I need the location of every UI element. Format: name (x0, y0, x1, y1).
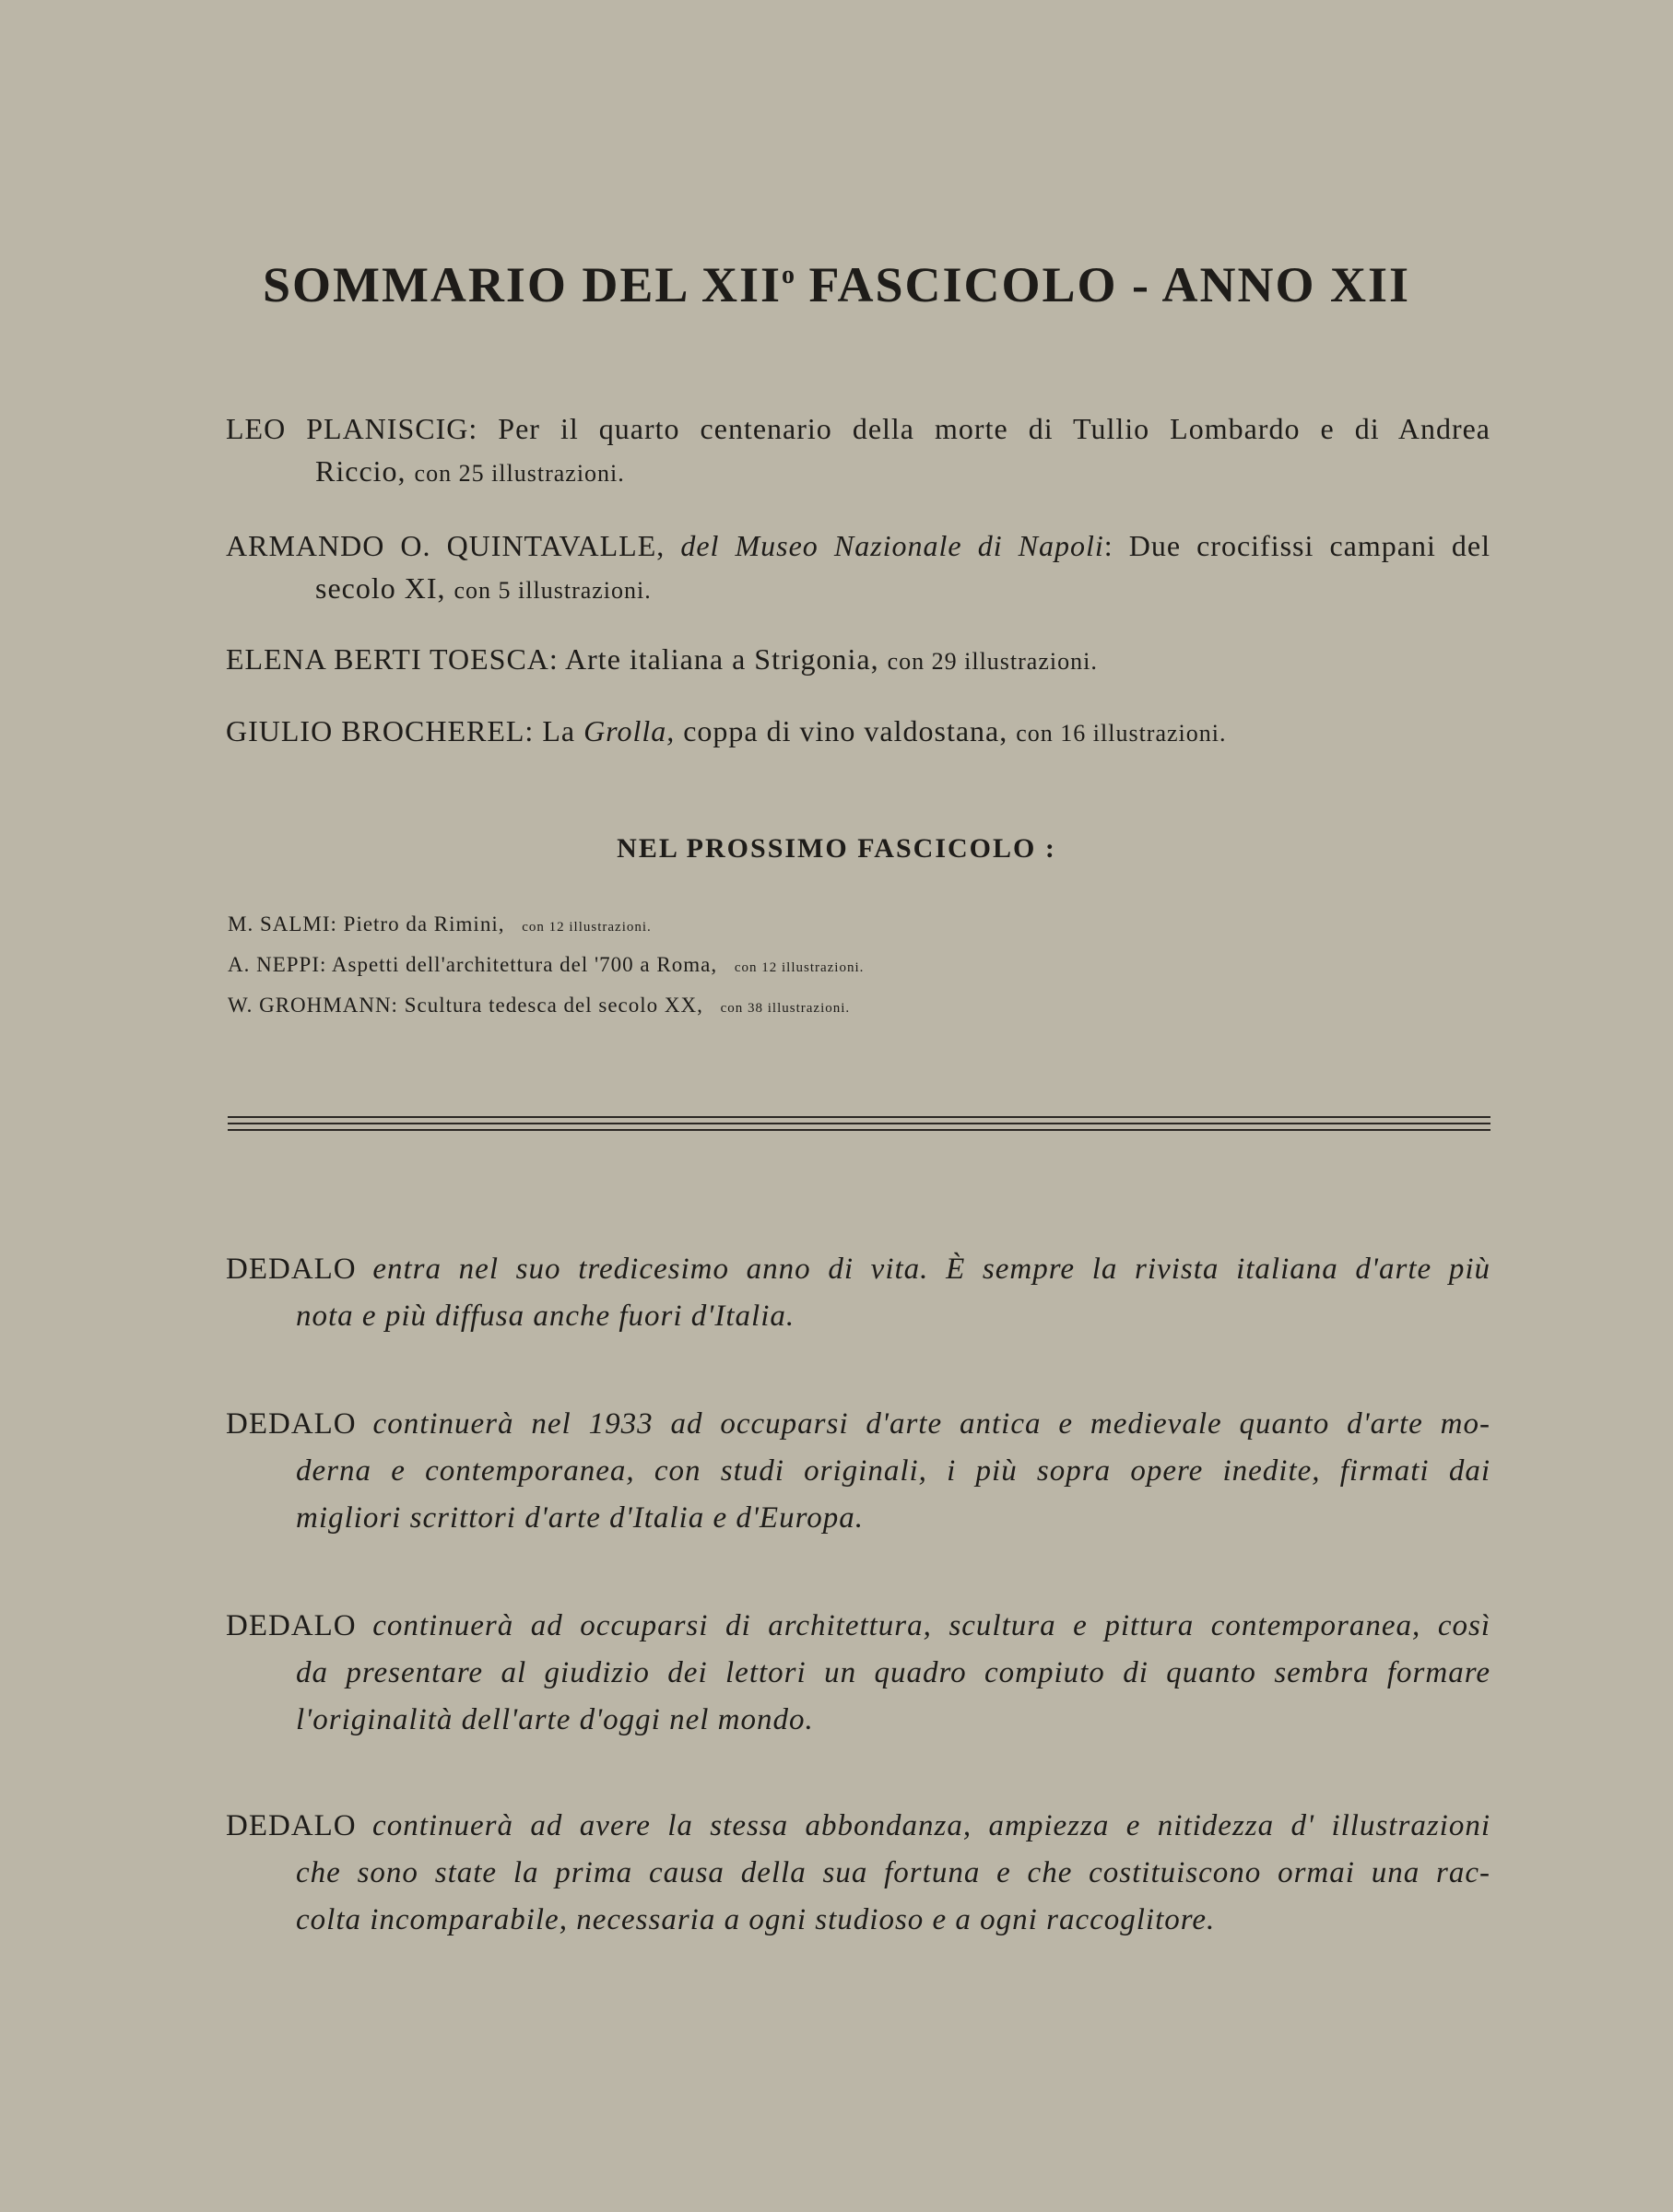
toc-title-cont: Riccio, (315, 454, 406, 488)
paragraph-text: continuerà nel 1933 ad occuparsi d'arte antica e medievale quanto d'arte mo- (372, 1407, 1491, 1441)
toc-entry-line (226, 638, 1490, 683)
toc-title-italic: Grolla, (583, 714, 676, 747)
dedalo-paragraph (226, 1401, 1490, 1542)
toc-illustrations: con 29 illustrazioni. (887, 648, 1098, 675)
paragraph-line (226, 1401, 1490, 1448)
toc-illustrations: con 16 illustrazioni. (1016, 720, 1227, 747)
paragraph-text: derna e contemporanea, con studi originali, i più sopra opere inedite, firmati dai (296, 1454, 1490, 1488)
toc-title-cont: secolo XI, (315, 571, 446, 605)
toc-entry-line (226, 524, 1490, 567)
divider-rule (228, 1129, 1490, 1131)
paragraph-text: entra nel suo tredicesimo anno di vita. È sempre la rivista italiana d'arte più (372, 1253, 1490, 1286)
toc-entry-line (226, 710, 1490, 755)
paragraph-text: continuerà ad occuparsi di architettura, scultura e pittura contemporanea, così (372, 1609, 1491, 1642)
toc-illustrations: con 5 illustrazioni. (454, 577, 652, 604)
toc-entry-planiscig (226, 407, 1490, 495)
paragraph-text: migliori scrittori d'arte d'Italia e d'Europa. (296, 1501, 864, 1535)
paragraph-text: l'originalità dell'arte d'oggi nel mondo. (296, 1703, 814, 1736)
toc-author: LEO PLANISCIG: (226, 412, 478, 445)
toc-entry-line (226, 407, 1490, 450)
next-title: Scultura tedesca del secolo XX, (404, 994, 703, 1017)
toc-author: ELENA BERTI TOESCA: (226, 642, 559, 676)
title-superscript: o (782, 261, 795, 289)
next-issue-item (228, 994, 850, 1018)
next-author: M. SALMI: (228, 912, 337, 935)
paragraph-text: nota e più diffusa anche fuori d'Italia. (296, 1300, 795, 1333)
dedalo-name: DEDALO (226, 1809, 357, 1842)
toc-illustrations: con 25 illustrazioni. (414, 460, 625, 487)
toc-affiliation: del Museo Nazionale di Napoli (680, 529, 1104, 562)
next-illustrations: con 12 illustrazioni. (522, 920, 652, 935)
next-title: Aspetti dell'architettura del '700 a Roma, (331, 953, 718, 976)
dedalo-name: DEDALO (226, 1253, 357, 1286)
paragraph-line (226, 1803, 1490, 1850)
toc-author: ARMANDO O. QUINTAVALLE, (226, 529, 666, 562)
title-rest: FASCICOLO - ANNO XII (795, 257, 1411, 312)
next-title: Pietro da Rimini, (343, 912, 505, 935)
next-illustrations: con 38 illustrazioni. (720, 1001, 851, 1016)
next-issue-heading: NEL PROSSIMO FASCICOLO : (617, 833, 1056, 864)
divider-rule (228, 1123, 1490, 1124)
next-author: A. NEPPI: (228, 953, 327, 976)
toc-title-prefix: La (542, 714, 576, 747)
paragraph-line (226, 1246, 1490, 1293)
next-issue-item (228, 953, 864, 977)
paragraph-line (226, 1603, 1490, 1650)
next-illustrations: con 12 illustrazioni. (734, 960, 865, 975)
toc-entry-line (226, 567, 1490, 612)
paragraph-text: che sono state la prima causa della sua fortuna e che costituiscono ormai una rac- (296, 1856, 1490, 1889)
toc-title: coppa di vino valdostana, (683, 714, 1008, 747)
toc-entry-brocherel (226, 710, 1490, 755)
toc-title: Per il quarto centenario della morte di Tullio Lombardo e di Andrea (498, 412, 1491, 445)
next-author: W. GROHMANN: (228, 994, 398, 1017)
dedalo-paragraph (226, 1603, 1490, 1744)
paragraph-text: continuerà ad avere la stessa abbondanza, ampiezza e nitidezza d' illustrazioni (372, 1809, 1490, 1842)
next-issue-item (228, 912, 652, 936)
title-main: SOMMARIO DEL XII (262, 257, 782, 312)
dedalo-paragraph (226, 1246, 1490, 1340)
page-title (0, 256, 1673, 313)
toc-entry-berti-toesca (226, 638, 1490, 683)
paragraph-text: da presentare al giudizio dei lettori un quadro compiuto di quanto sembra formare (296, 1656, 1490, 1689)
dedalo-name: DEDALO (226, 1407, 357, 1441)
dedalo-name: DEDALO (226, 1609, 357, 1642)
toc-title: Arte italiana a Strigonia, (565, 642, 879, 676)
toc-title: : Due crocifissi campani del (1103, 529, 1491, 562)
toc-entry-line (226, 450, 1490, 495)
dedalo-paragraph (226, 1803, 1490, 1944)
paragraph-text: colta incomparabile, necessaria a ogni studioso e a ogni raccoglitore. (296, 1903, 1216, 1936)
toc-author: GIULIO BROCHEREL: (226, 714, 535, 747)
divider-rule (228, 1116, 1490, 1118)
toc-entry-quintavalle (226, 524, 1490, 612)
